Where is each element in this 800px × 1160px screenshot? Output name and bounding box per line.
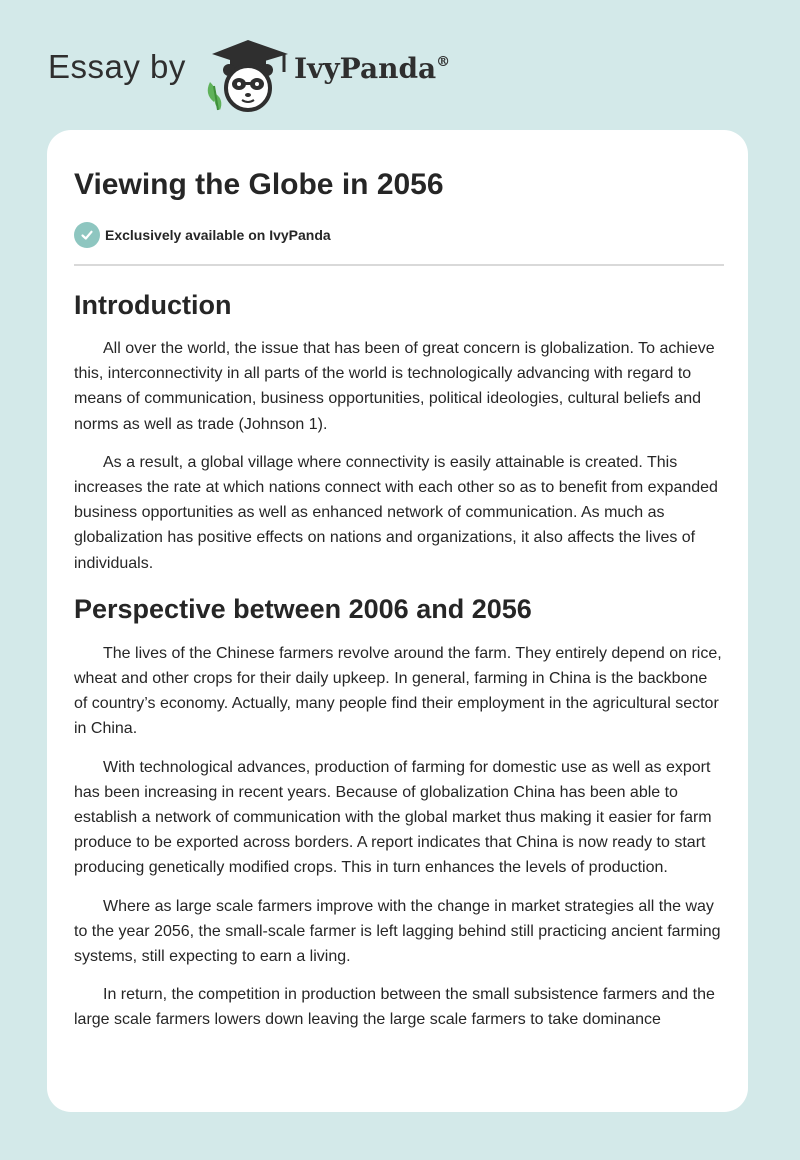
essay-content	[74, 166, 724, 1033]
paragraph: The lives of the Chinese farmers revolve around the farm. They entirely depend on rice, wheat and other crops for their daily upkeep. In general, farming in China is the backbone of country’s economy. Actually, many people find their employment in the agricultural sector in China.	[74, 644, 722, 738]
registered-mark: ®	[436, 54, 451, 70]
section-heading-introduction: Introduction	[74, 290, 232, 320]
check-icon	[74, 222, 100, 248]
paragraph: All over the world, the issue that has been of great concern is globalization. To achieve this, interconnectivity in all parts of the world is technologically advancing with regard to means of communication, business opportunities, political ideologies, cultural beliefs and norms as well as trade (Johnson 1).	[74, 340, 715, 433]
panda-logo-icon[interactable]	[202, 36, 292, 112]
site-header	[0, 0, 800, 130]
paragraph: With technological advances, production of farming for domestic use as well as export has been increasing in recent years. Because of globalization China has been able to establish a network of communication with the global market thus making it easier for farm produce to be exported across borders. A report indicates that China is now ready to start producing genetically modified crops. This in turn enhances the levels of production.	[74, 758, 712, 877]
essay-by-label: Essay by	[48, 48, 186, 85]
essay-card	[47, 130, 748, 1112]
brand-name[interactable]	[294, 52, 450, 85]
paragraph: Where as large scale farmers improve with the change in market strategies all the way to the year 2056, the small-scale farmer is left lagging behind still practicing ancient farming systems, still expecting to earn a living.	[74, 897, 721, 966]
page-title: Viewing the Globe in 2056	[74, 168, 444, 201]
brand-text: IvyPanda	[294, 52, 437, 85]
divider	[74, 264, 724, 266]
paragraph: In return, the competition in production between the small subsistence farmers and the large scale farmers lowers down leaving the large scale farmers to take dominance	[74, 986, 715, 1029]
badge-text: Exclusively available on IvyPanda	[105, 227, 331, 243]
exclusive-badge	[74, 221, 724, 249]
section-heading-perspective: Perspective between 2006 and 2056	[74, 593, 532, 624]
paragraph: As a result, a global village where connectivity is easily attainable is created. This increases the rate at which nations connect with each other so as to benefit from expanded business opportunities as well as enhanced network of communication. As much as globalization has positive effects on nations and organizations, it also affects the lives of individuals.	[74, 453, 718, 572]
